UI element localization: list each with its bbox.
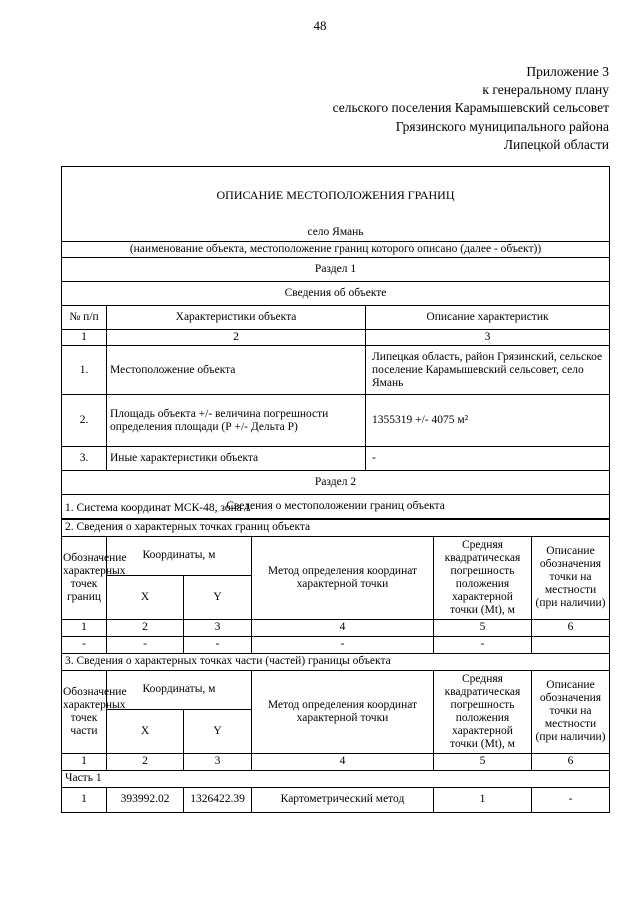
header-description: Описание характеристик	[366, 306, 610, 330]
header-mt: Средняя квадратическая погрешность положения характерной точки (Мt), м	[434, 670, 532, 753]
header-coords: Координаты, м	[107, 670, 252, 709]
col-number: 4	[252, 753, 434, 770]
table-row	[62, 636, 610, 653]
page-number: 48	[313, 18, 327, 33]
col-number: 5	[434, 619, 532, 636]
header-method: Метод определения координат характерной точки	[252, 536, 434, 619]
col-number: 4	[252, 619, 434, 636]
row-num: 2.	[62, 395, 107, 447]
object-caption: (наименование объекта, местоположение границ которого описано (далее - объект))	[62, 242, 610, 258]
col-number: 2	[107, 753, 184, 770]
table-cell: 393992.02	[107, 787, 184, 812]
object-name: село Ямань	[62, 225, 610, 242]
row-name: Иные характеристики объекта	[107, 447, 366, 471]
table-cell: -	[184, 636, 252, 653]
table-cell	[532, 636, 610, 653]
col-number: 3	[366, 330, 610, 346]
table-cell: Картометрический метод	[252, 787, 434, 812]
header-coords: Координаты, м	[107, 536, 252, 575]
table-cell: -	[252, 636, 434, 653]
section1-subtitle: Сведения об объекте	[62, 282, 610, 306]
header-point-description: Описание обозначения точки на местности (при наличии)	[532, 536, 610, 619]
table-cell: 1	[434, 787, 532, 812]
col-number: 1	[62, 330, 107, 346]
table-row	[62, 787, 610, 812]
row-num: 1.	[62, 346, 107, 395]
col-number: 3	[184, 619, 252, 636]
col-number: 5	[434, 753, 532, 770]
row-value: Липецкая область, район Грязинский, сельское поселение Карамышевский сельсовет, село Ямань	[366, 346, 610, 395]
part-label: Часть 1	[62, 770, 610, 787]
row-name: Местоположение объекта	[107, 346, 366, 395]
header-mt: Средняя квадратическая погрешность положения характерной точки (Мt), м	[434, 536, 532, 619]
appendix-header	[333, 63, 609, 154]
section2-table	[61, 499, 610, 813]
header-designation: Обозначение характерных точек границ	[62, 536, 107, 619]
col-number: 1	[62, 753, 107, 770]
header-x: X	[107, 575, 184, 619]
section2-subtitle: Сведения о местоположении границ объекта	[62, 495, 610, 519]
appendix-line: Приложение 3	[526, 64, 609, 79]
table-cell: 1326422.39	[184, 787, 252, 812]
coord-system: 1. Система координат МСК-48, зона 1	[62, 499, 610, 519]
row-value: -	[366, 447, 610, 471]
table-cell: -	[62, 636, 107, 653]
col-number: 2	[107, 619, 184, 636]
header-y: Y	[184, 575, 252, 619]
parts-title: 3. Сведения о характерных точках части (частей) границы объекта	[62, 653, 610, 670]
points-title: 2. Сведения о характерных точках границ объекта	[62, 519, 610, 536]
row-value: 1355319 +/- 4075 м²	[366, 395, 610, 447]
col-number: 6	[532, 619, 610, 636]
col-number: 6	[532, 753, 610, 770]
row-name: Площадь объекта +/- величина погрешности определения площади (Р +/- Дельта Р)	[107, 395, 366, 447]
section2-title: Раздел 2	[62, 471, 610, 495]
table-cell: 1	[62, 787, 107, 812]
header-designation: Обозначение характерных точек части	[62, 670, 107, 753]
appendix-line: сельского поселения Карамышевский сельсовет	[332, 100, 609, 116]
table-row	[62, 395, 610, 447]
header-characteristic: Характеристики объекта	[107, 306, 366, 330]
header-method: Метод определения координат характерной точки	[252, 670, 434, 753]
header-point-description: Описание обозначения точки на местности (при наличии)	[532, 670, 610, 753]
doc-title: ОПИСАНИЕ МЕСТОПОЛОЖЕНИЯ ГРАНИЦ	[62, 167, 610, 225]
col-number: 2	[107, 330, 366, 346]
header-y: Y	[184, 709, 252, 753]
col-number: 1	[62, 619, 107, 636]
header-x: X	[107, 709, 184, 753]
appendix-line: к генеральному плану	[482, 82, 609, 98]
table-row	[62, 447, 610, 471]
appendix-line: Липецкой области	[503, 136, 609, 152]
section1-table	[61, 166, 610, 519]
table-cell: -	[107, 636, 184, 653]
header-num: № п/п	[62, 306, 107, 330]
appendix-line: Грязинского муниципального района	[395, 118, 609, 134]
row-num: 3.	[62, 447, 107, 471]
table-row	[62, 346, 610, 395]
col-number: 3	[184, 753, 252, 770]
table-cell: -	[434, 636, 532, 653]
table-cell: -	[532, 787, 610, 812]
section1-title: Раздел 1	[62, 258, 610, 282]
